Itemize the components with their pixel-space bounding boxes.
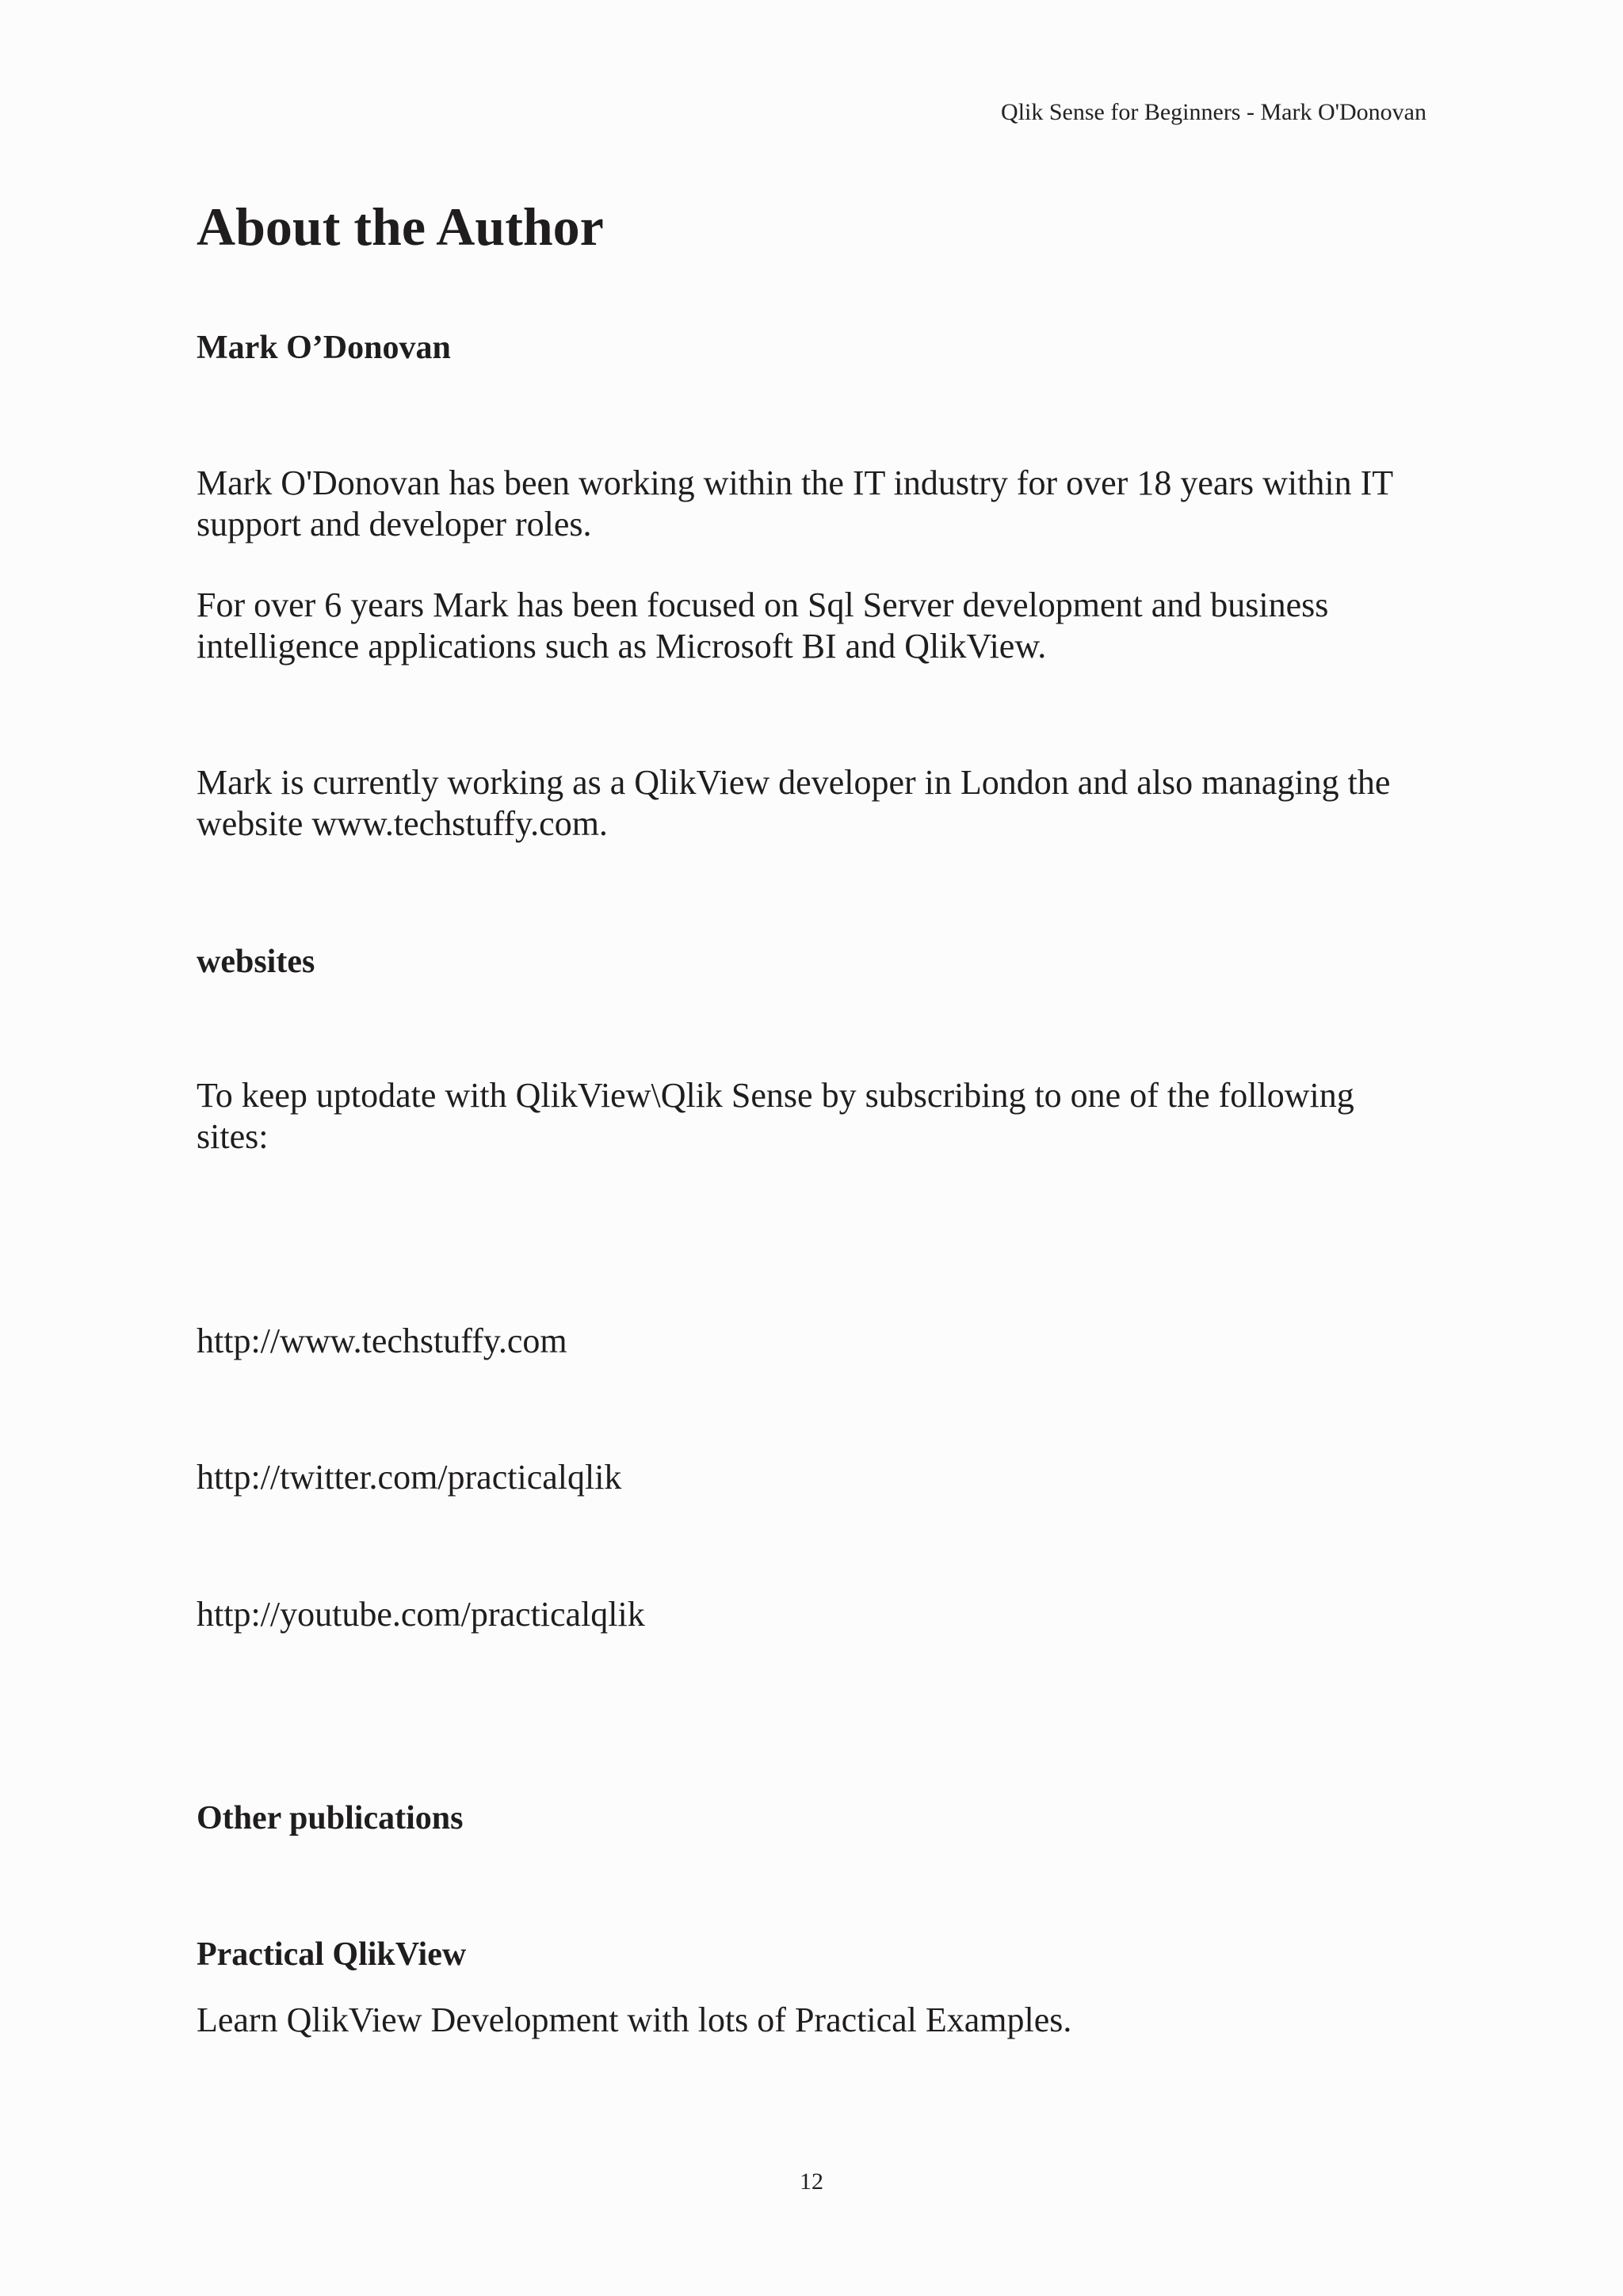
- bio-paragraph-1: Mark O'Donovan has been working within the IT industry for over 18 years within IT support and developer roles.: [197, 463, 1393, 543]
- page-number: 12: [800, 2168, 823, 2195]
- author-name-heading: Mark O’Donovan: [197, 330, 451, 366]
- websites-heading: websites: [197, 944, 315, 980]
- other-publications-heading: Other publications: [197, 1800, 464, 1836]
- publication-title: Practical QlikView: [197, 1936, 467, 1973]
- websites-intro: To keep uptodate with QlikView\Qlik Sense by subscribing to one of the following sites:: [197, 1076, 1354, 1156]
- link-twitter[interactable]: http://twitter.com/practicalqlik: [197, 1458, 622, 1497]
- publication-description: Learn QlikView Development with lots of Practical Examples.: [197, 2000, 1072, 2039]
- bio-paragraph-2: For over 6 years Mark has been focused on Sql Server development and business intelligence applications such as Microsoft BI and QlikView.: [197, 585, 1329, 666]
- page-title: About the Author: [197, 196, 604, 257]
- bio-paragraph-3: Mark is currently working as a QlikView developer in London and also managing the website www.techstuffy.com.: [197, 763, 1391, 843]
- running-header: Qlik Sense for Beginners - Mark O'Donovan: [1001, 99, 1426, 125]
- link-youtube[interactable]: http://youtube.com/practicalqlik: [197, 1595, 645, 1634]
- link-techstuffy[interactable]: http://www.techstuffy.com: [197, 1322, 567, 1360]
